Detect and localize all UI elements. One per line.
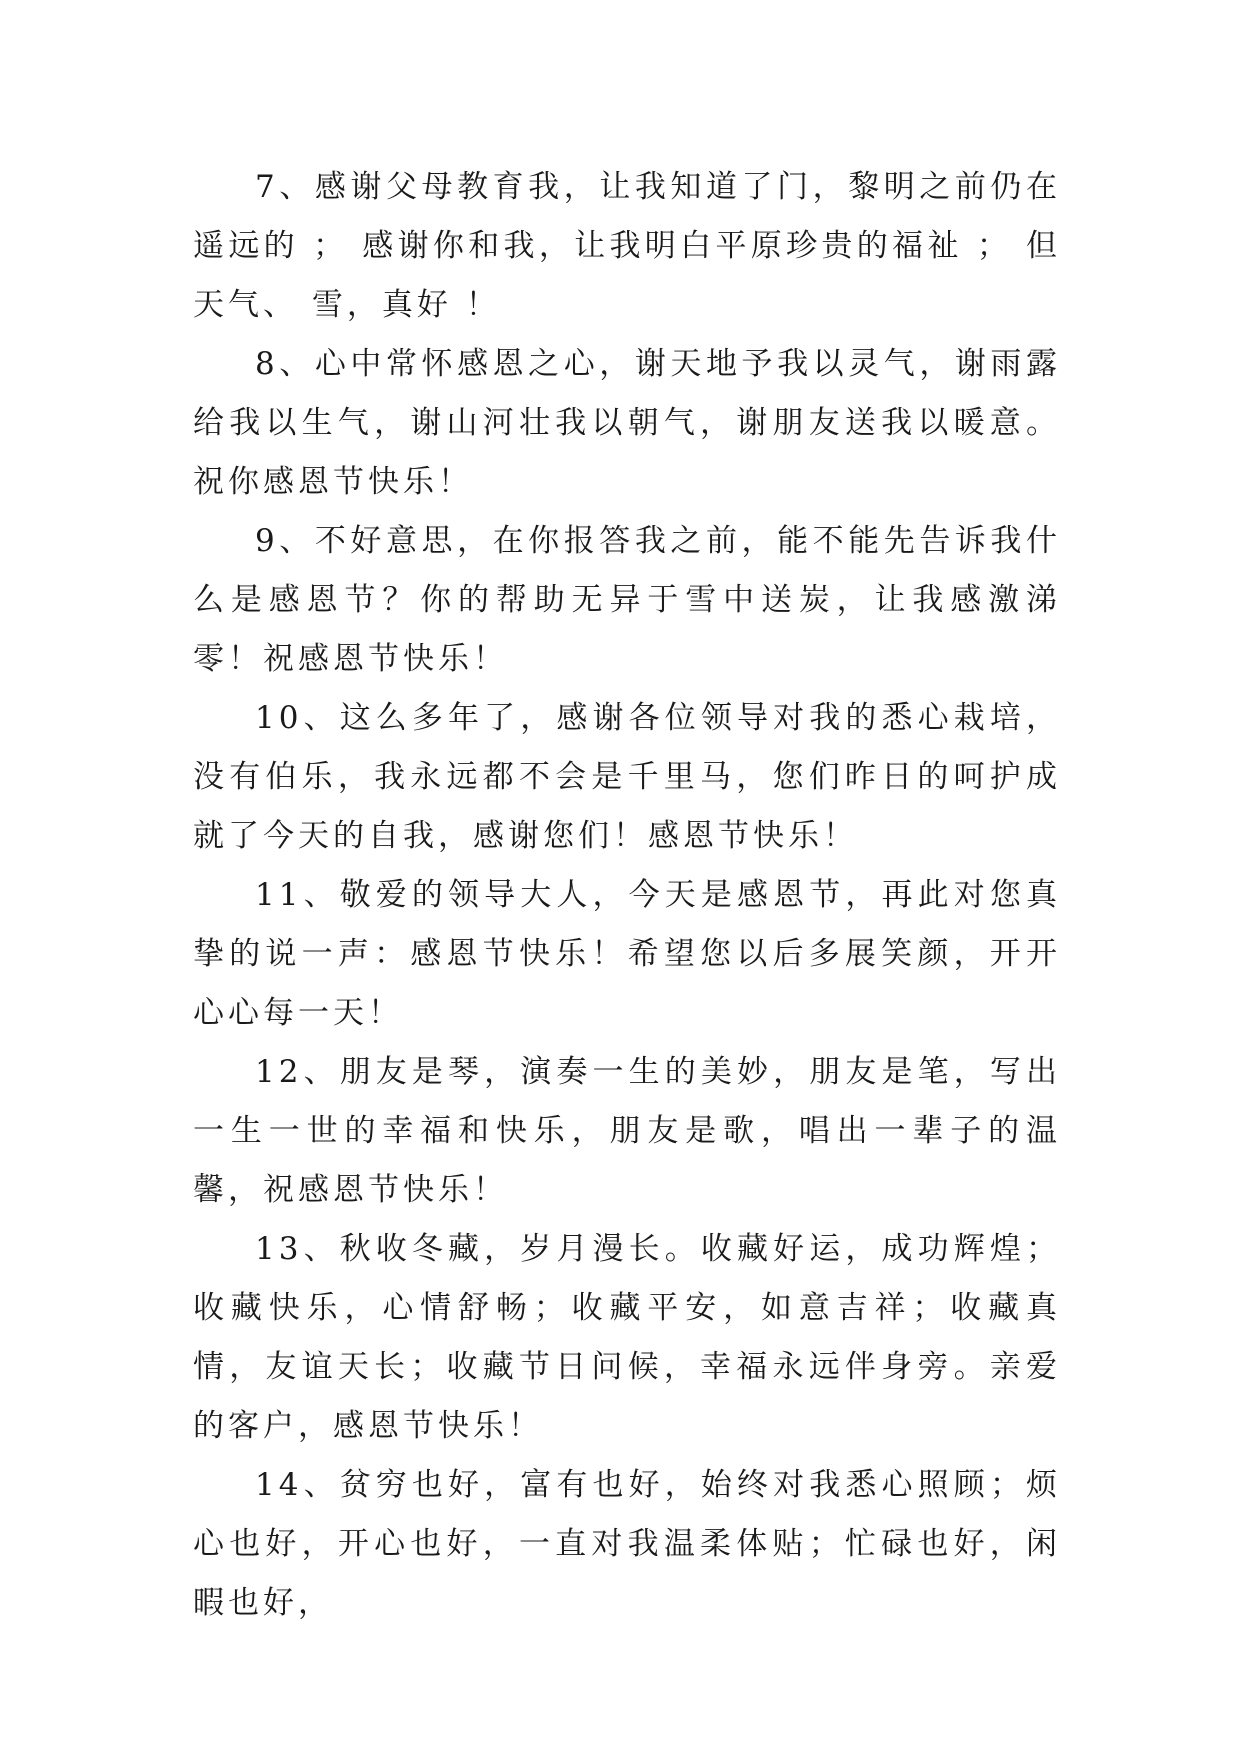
paragraph-13: 13、秋收冬藏，岁月漫长。收藏好运，成功辉煌；收藏快乐，心情舒畅；收藏平安，如意吉祥；收藏真情，友谊天长；收藏节日问候，幸福永远伴身旁。亲爱的客户，感恩节快乐！ [193,1231,1061,1444]
paragraph-11: 11、敬爱的领导大人，今天是感恩节，再此对您真挚的说一声：感恩节快乐！希望您以后多展笑颜，开开心心每一天！ [193,877,1061,1031]
paragraph-12: 12、朋友是琴，演奏一生的美妙，朋友是笔，写出一生一世的幸福和快乐，朋友是歌，唱出一辈子的温馨，祝感恩节快乐！ [193,1054,1061,1208]
paragraph-8: 8、心中常怀感恩之心，谢天地予我以灵气，谢雨露给我以生气，谢山河壮我以朝气，谢朋友送我以暖意。祝你感恩节快乐！ [193,346,1061,500]
paragraph-7: 7、感谢父母教育我，让我知道了门，黎明之前仍在遥远的 ； 感谢你和我，让我明白平原珍贵的福祉 ； 但 天气、 雪，真好 ！ [193,169,1075,323]
paragraph-9: 9、不好意思，在你报答我之前，能不能先告诉我什么是感恩节？你的帮助无异于雪中送炭，让我感激涕零！祝感恩节快乐！ [193,523,1061,677]
document-body [193,158,1075,1633]
paragraph-14: 14、贫穷也好，富有也好，始终对我悉心照顾；烦心也好，开心也好，一直对我温柔体贴；忙碌也好，闲暇也好， [193,1467,1061,1621]
paragraph-10: 10、这么多年了，感谢各位领导对我的悉心栽培，没有伯乐，我永远都不会是千里马，您们昨日的呵护成就了今天的自我，感谢您们！感恩节快乐！ [193,700,1061,854]
